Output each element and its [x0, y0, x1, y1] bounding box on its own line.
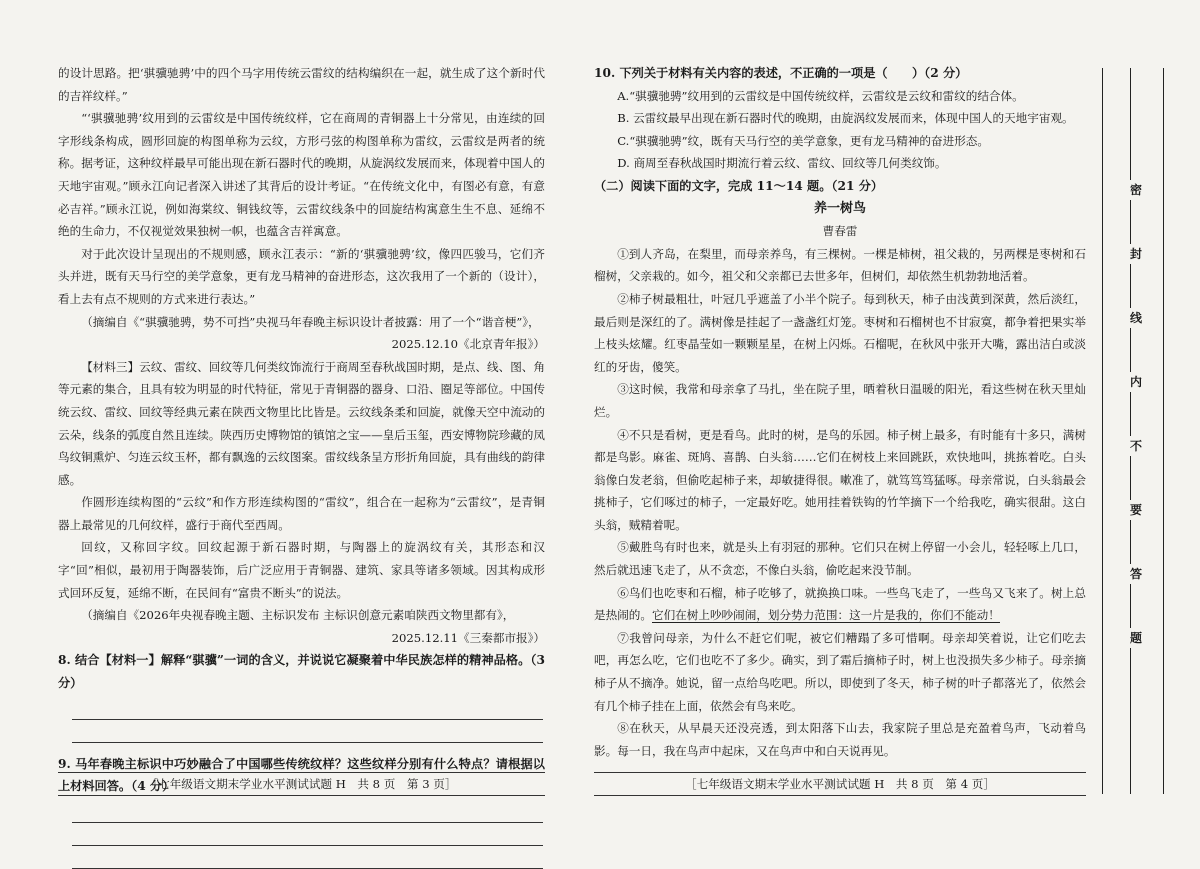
- seal-char: 答: [1126, 564, 1146, 584]
- answer-line[interactable]: [72, 846, 543, 869]
- underlined-sentence: 它们在树上吵吵闹闹，划分势力范围：这一片是我的，你们不能动！: [651, 608, 1000, 623]
- p3-paragraph-hui: 回纹，又称回字纹。回纹起源于新石器时期，与陶器上的旋涡纹有关，其形态和汉字“回”相似，最初用于陶器装饰，后广泛应用于青铜器、建筑、家具等诸多领域。因其构成形式回环反复，延绵不断，在民间有“富贵不断头”的说法。: [58, 540, 545, 600]
- material-3-text: 云纹、雷纹、回纹等几何类纹饰流行于商周至春秋战国时期，是点、线、图、角等元素的集合，且具有较为明显的时代特征，常见于青铜器的器身、口沿、圈足等部位。中国传统云纹、雷纹、回纹等经典元素在陕西文物里比比皆是。云纹线条柔和回旋，就像天空中流动的云朵，线条的弧度自然且连续。陕西历史博物馆的镇馆之宝——皇后玉玺，西安博物院珍藏的凤鸟纹铜熏炉、匀连云纹玉杯，都有飘逸的云纹图案。雷纹线条呈方形折角回旋，具有曲线的韵律感。: [58, 359, 545, 487]
- essay-paragraph-6: [594, 582, 1086, 627]
- essay-author: 曹春雷: [822, 224, 858, 239]
- p3-paragraph-3: 对于此次设计呈现出的不规则感，顾永江表示：“新的‘骐骥驰骋’纹，像四匹骏马，它们齐头并进，既有天马行空的美学意象，更有龙马精神的奋进形态，这次我用了一个新的（设计），看上去有点不规则的方式来进行表达。”: [58, 246, 545, 306]
- essay-paragraph-1: ①到人齐岛，在梨里，而母亲养鸟，有三棵树。一棵是柿树，祖父栽的，另两棵是枣树和石榴树，父亲栽的。如今，祖父和父亲都已去世多年，但树们，却依然生机勃勃地活着。: [594, 246, 1086, 284]
- seal-char: 内: [1126, 372, 1146, 392]
- source-citation-2: （摘编自《2026年央视春晚主题、主标识发布 主标识创意元素咱陕西文物里都有》，: [81, 608, 515, 623]
- page-3-footer: ［七年级语文期末学业水平测试试题 H 共 8 页 第 3 页］: [58, 772, 545, 796]
- binding-margin-text: [1126, 180, 1146, 692]
- source-citation-1: （摘编自《“骐骥驰骋，势不可挡”央视马年春晚主标识设计者披露：用了一个“谐音梗”》，: [81, 314, 540, 329]
- question-8-answer-lines[interactable]: [58, 697, 545, 743]
- material-3: [58, 356, 545, 492]
- question-9-answer-lines[interactable]: [58, 800, 545, 869]
- p3-paragraph-cloud-thunder: 作圆形连续构图的“云纹”和作方形连续构图的“雷纹”，组合在一起称为“云雷纹”，是青铜器上最常见的几何纹样，盛行于商代至西周。: [58, 495, 545, 532]
- answer-line[interactable]: [72, 720, 543, 743]
- material-3-label: 【材料三】: [81, 359, 140, 374]
- essay-paragraph-3: ③这时候，我常和母亲拿了马扎，坐在院子里，晒着秋日温暖的阳光，看这些树在秋天里灿烂。: [594, 382, 1086, 419]
- essay-paragraph-2: ②柿子树最粗壮，叶冠几乎遮盖了小半个院子。每到秋天，柿子由浅黄到深黄，然后淡红，最后则是深红的了。满树像是挂起了一盏盏红灯笼。枣树和石榴树也不甘寂寞，都争着把果实举上枝头炫耀。红枣晶莹如一颗颗星星，在树上闪烁。石榴呢，在秋风中张开大嘴，露出洁白或淡红的牙齿，傻笑。: [594, 291, 1086, 374]
- question-10-option-a: A.“骐骥驰骋”纹用到的云雷纹是中国传统纹样，云雷纹是云纹和雷纹的结合体。: [617, 88, 1024, 103]
- page-4-footer: ［七年级语文期末学业水平测试试题 H 共 8 页 第 4 页］: [594, 772, 1086, 796]
- seal-char: 封: [1126, 244, 1146, 264]
- question-10: 10. 下列关于材料有关内容的表述，不正确的一项是（ ）（2 分）: [594, 66, 968, 80]
- question-8: 8. 结合【材料一】解释“骐骥”一词的含义，并说说它凝聚着中华民族怎样的精神品格。（3 分）: [58, 653, 545, 691]
- seal-char: 不: [1126, 436, 1146, 456]
- answer-line[interactable]: [72, 823, 543, 846]
- answer-line[interactable]: [72, 800, 543, 823]
- essay-paragraph-5: ⑤戴胜鸟有时也来，就是头上有羽冠的那种。它们只在树上停留一小会儿，轻轻啄上几口，然后就迅速飞走了，从不贪恋，不像白头翁，偷吃起来没节制。: [594, 540, 1086, 578]
- p3-paragraph-2: “‘骐骥驰骋’纹用到的云雷纹是中国传统纹样，它在商周的青铜器上十分常见，由连续的回字形线条构成，圆形回旋的构图单称为云纹，方形弓弦的构图单称为雷纹，云雷纹是两者的统称。据考证，这种纹样最早可能出现在新石器时代的晚期，从旋涡纹发展而来，体现着中国人的天地宇宙观。”顾永江向记者深入讲述了其背后的设计考证。“在传统文化中，有图必有意，有意必吉祥。”顾永江说，例如海棠纹、铜钱纹等，云雷纹线条中的回旋结构寓意生生不息、延绵不绝的生命力，不仅视觉效果独树一帜，也蕴含吉祥寓意。: [58, 111, 545, 239]
- essay-paragraph-8: ⑧在秋天，从早晨天还没亮透，到太阳落下山去，我家院子里总是充盈着鸟声，飞动着鸟影。每一日，我在鸟声中起床，又在鸟声中和白天说再见。: [594, 721, 1086, 758]
- seal-char: 线: [1126, 308, 1146, 328]
- essay-paragraph-4: ④不只是看树，更是看鸟。此时的树，是鸟的乐园。柿子树上最多，有时能有十多只，满树都是鸟影。麻雀、斑鸠、喜鹊、白头翁……它们在树枝上来回跳跃，欢快地叫，挑拣着吃。白头翁像白发老翁，但偷吃起柿子来，却敏捷得很。嗽准了，就笃笃笃猛啄。母亲常说，白头翁最会挑柿子，它们啄过的柿子，一定最好吃。她用挂着铁钩的竹竿摘下一个给我吃，确实很甜。这白头翁，贼精着呢。: [594, 427, 1086, 532]
- section-2-heading: （二）阅读下面的文字，完成 11～14 题。（21 分）: [594, 178, 884, 193]
- seal-char: 题: [1126, 628, 1146, 648]
- answer-line[interactable]: [72, 697, 543, 720]
- essay-paragraph-6-text: ⑥鸟们也吃枣和石榴，柿子吃够了，就换换口味。一些鸟飞走了，一些鸟又飞来了。树上总是热闹的。: [594, 585, 1086, 623]
- p3-paragraph-1: 的设计思路。把‘骐骥驰骋’中的四个马字用传统云雷纹的结构编织在一起，就生成了这个新时代的吉祥纹样。”: [58, 66, 545, 103]
- question-10-option-c: C.“骐骥驰骋”纹，既有天马行空的美学意象，更有龙马精神的奋进形态。: [617, 133, 989, 148]
- seal-char: 密: [1126, 180, 1146, 200]
- essay-paragraph-7: ⑦我曾问母亲，为什么不赶它们呢，被它们糟蹋了多可惜啊。母亲却笑着说，让它们吃去吧，再怎么吃，它们也吃不了多少。确实，到了霜后摘柿子时，树上也没损失多少柿子。母亲摘柿子从不摘净。她说，留一点给鸟吃吧。所以，即使到了冬天，柿子树的叶子都落光了，依然会有几个柿子挂在上面，依然会有鸟来吃。: [594, 630, 1086, 713]
- question-10-option-d: D. 商周至春秋战国时期流行着云纹、雷纹、回纹等几何类纹饰。: [617, 156, 947, 171]
- essay-title: 养一树鸟: [813, 200, 866, 216]
- source-citation-2-date: 2025.12.11《三秦都市报》）: [391, 630, 545, 645]
- seal-char: 要: [1126, 500, 1146, 520]
- source-citation-1-date: 2025.12.10《北京青年报》）: [391, 337, 545, 352]
- page-3: [58, 62, 545, 869]
- page-4: [594, 62, 1086, 762]
- question-9: 9. 马年春晚主标识中巧妙融合了中国哪些传统纹样？这些纹样分别有什么特点？请根据以上材料回答。（4 分）: [58, 756, 545, 794]
- question-10-option-b: B. 云雷纹最早出现在新石器时代的晚期，由旋涡纹发展而来，体现中国人的天地宇宙观。: [617, 111, 1074, 126]
